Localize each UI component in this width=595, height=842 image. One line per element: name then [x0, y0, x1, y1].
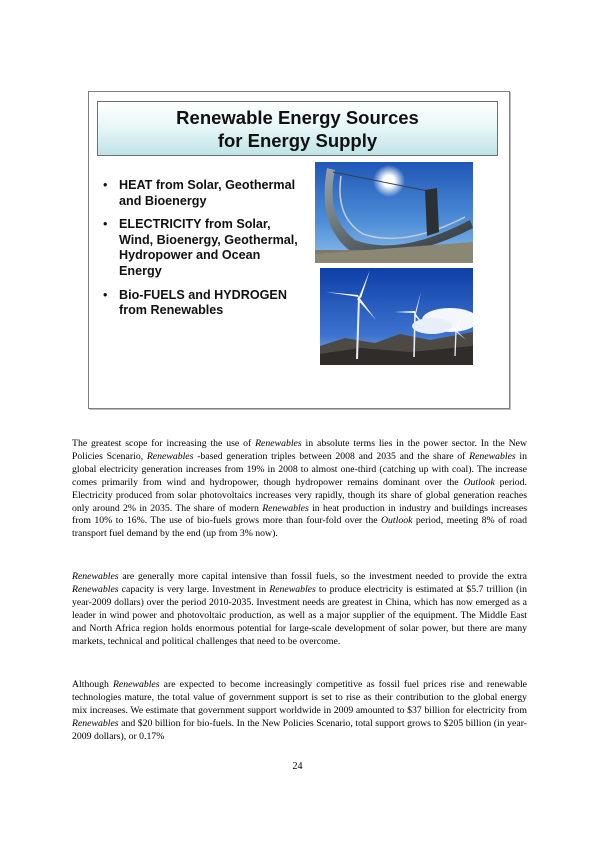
- body-paragraph-1: The greatest scope for increasing the use of Renewables in absolute terms lies in the power sector. In the New Policies Scenario, Renewables -based generation triples between 2008 and 2035 and the share of Renewables in global electricity generation increases from 19% in 2008 to almost one-third (catching up with coal). The increase comes primarily from wind and hydropower, though hydropower remains dominant over the Outlook period. Electricity produced from solar photovoltaics increases very rapidly, though its share of global generation reaches only around 2% in 2035. The share of modern Renewables in heat production in industry and buildings increases from 10% to 16%. The use of bio-fuels grows more than four-fold over the Outlook period, meeting 8% of road transport fuel demand by the end (up from 3% now).: [72, 438, 527, 540]
- solar-collector-photo: [315, 162, 473, 263]
- body-paragraph-2: Renewables are generally more capital intensive than fossil fuels, so the investment needed to provide the extra Renewables capacity is very large. Investment in Renewables to produce electricity is estimated at $5.7 trillion (in year-2009 dollars) over the period 2010-2035. Investment needs are greatest in China, which has now emerged as a leader in wind power and photovoltaic production, as well as a major supplier of the equipment. The Middle East and North Africa region holds enormous potential for large-scale development of solar power, but there are many markets, technical and political challenges that need to be overcome.: [72, 571, 527, 647]
- slide-title-box: [97, 101, 498, 156]
- page-number: 24: [292, 761, 303, 772]
- bullet-text: ELECTRICITY from Solar, Wind, Bioenergy, Geothermal, Hydropower and Ocean Energy: [119, 217, 298, 278]
- slide-figure: [88, 91, 510, 409]
- bullet-dot: •: [103, 178, 108, 192]
- bullet-dot: •: [103, 217, 108, 232]
- slide-title: [98, 106, 497, 152]
- wind-turbines-photo: [320, 268, 473, 365]
- bullet-item: [101, 217, 301, 279]
- bullet-item: [101, 288, 301, 319]
- bullet-item: [101, 178, 301, 209]
- bullet-text: Bio-FUELS and HYDROGEN from Renewables: [119, 287, 287, 318]
- body-paragraph-3: Although Renewables are expected to become increasingly competitive as fossil fuel prices rise and renewable technologies mature, the total value of government support is set to rise as their contribution to the global energy mix increases. We estimate that government support worldwide in 2009 amounted to $37 billion for electricity from Renewables and $20 billion for bio-fuels. In the New Policies Scenario, total support grows to $205 billion (in year-2009 dollars), or 0.17%: [72, 679, 527, 742]
- bullet-dot: •: [103, 287, 108, 302]
- bullet-text: HEAT from Solar, Geothermal and Bioenergy: [119, 178, 296, 208]
- slide-title-line-1: Renewable Energy Sources: [176, 107, 419, 128]
- slide-bullet-list: [101, 178, 301, 327]
- slide-title-line-2: for Energy Supply: [217, 130, 378, 151]
